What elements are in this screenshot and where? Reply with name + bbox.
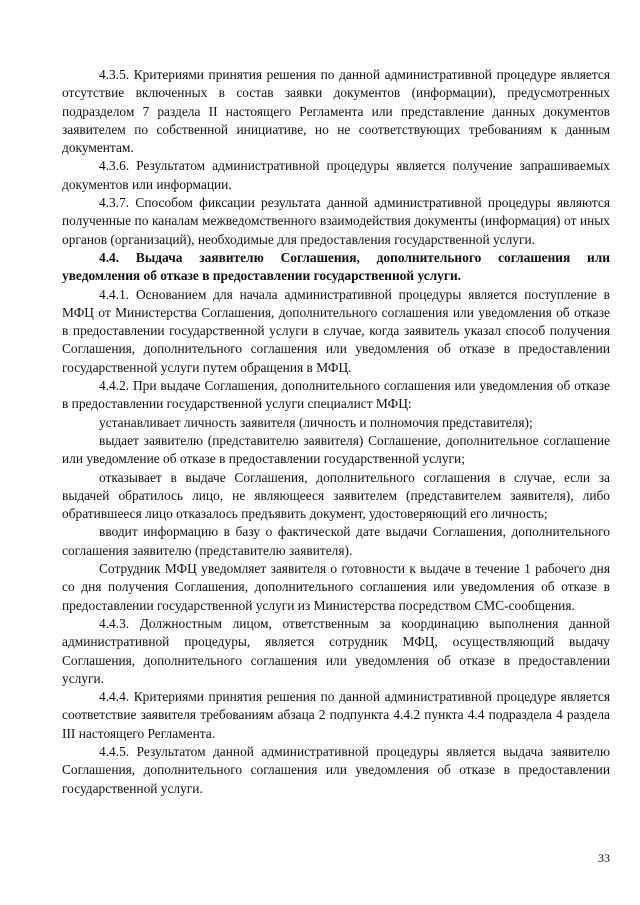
list-item-issue-agreement: выдает заявителю (представителю заявителя) Соглашение, дополнительное соглашение или уведомление об отказе в предоставлении государственной услуги; [62, 432, 610, 467]
paragraph-4-4-4: 4.4.4. Критериями принятия решения по данной административной процедуре является соответствие заявителя требованиям абзаца 2 подпункта 4.4.2 пункта 4.4 подраздела 4 раздела III настоящего Регламента. [62, 689, 610, 741]
paragraph-4-4-3: 4.4.3. Должностным лицом, ответственным за координацию выполнения данной административной процедуры, является сотрудник МФЦ, осуществляющий выдачу Соглашения, дополнительного соглашения или уведомления об отказе в предоставлении услуги. [62, 615, 610, 686]
document-body [62, 66, 610, 798]
paragraph-4-4-5: 4.4.5. Результатом данной административной процедуры является выдача заявителю Соглашения, дополнительного соглашения или уведомления об отказе в предоставлении государственной услуги. [62, 743, 610, 796]
paragraph-4-4-1: 4.4.1. Основанием для начала административной процедуры является поступление в МФЦ от Министерства Соглашения, дополнительного соглашения или уведомления об отказе в предоставлении государственной услуги в случае, когда заявитель указал способ получения Соглашения, дополнительного соглашения или уведомления об отказе в предоставлении государственной услуги путем обращения в МФЦ. [62, 286, 610, 375]
section-heading-4-4: 4.4. Выдача заявителю Соглашения, дополнительного соглашения или уведомления об отказе в предоставлении государственной услуги. [62, 249, 610, 284]
list-item-refuse-issue: отказывает в выдаче Соглашения, дополнительного соглашения в случае, если за выдачей обратилось лицо, не являющееся заявителем (представителем заявителя), либо обратившееся лицо отказалось предъявить документ, удостоверяющий его личность; [62, 469, 610, 522]
list-item-enter-info: вводит информацию в базу о фактической дате выдачи Соглашения, дополнительного соглашения заявителю (представителю заявителя). [62, 524, 610, 558]
paragraph-4-3-7: 4.3.7. Способом фиксации результата данной административной процедуры являются полученные по каналам межведомственного взаимодействия документы (информация) от иных органов (организаций), необходимые для предоставления государственной услуги. [62, 195, 610, 247]
paragraph-4-3-5: 4.3.5. Критериями принятия решения по данной административной процедуре является отсутствие включенных в состав заявки документов (информации), предусмотренных подразделом 7 раздела II настоящего Регламента или представление данных документов заявителем по собственной инициативе, но не соответствующих требованиям к данным документам. [62, 67, 610, 156]
paragraph-4-3-6: 4.3.6. Результатом административной процедуры является получение запрашиваемых документов или информации. [62, 158, 610, 192]
paragraph-mfc-notification: Сотрудник МФЦ уведомляет заявителя о готовности к выдаче в течение 1 рабочего дня со дня получения Соглашения, дополнительного соглашения или уведомления об отказе в предоставлении государственной услуги из Министерства посредством СМС-сообщения. [62, 561, 610, 613]
paragraph-4-4-2: 4.4.2. При выдаче Соглашения, дополнительного соглашения или уведомления об отказе в предоставлении государственной услуги специалист МФЦ: [62, 378, 610, 412]
page-number: 33 [598, 851, 610, 865]
list-item-establish-identity: устанавливает личность заявителя (личность и полномочия представителя); [99, 414, 533, 430]
